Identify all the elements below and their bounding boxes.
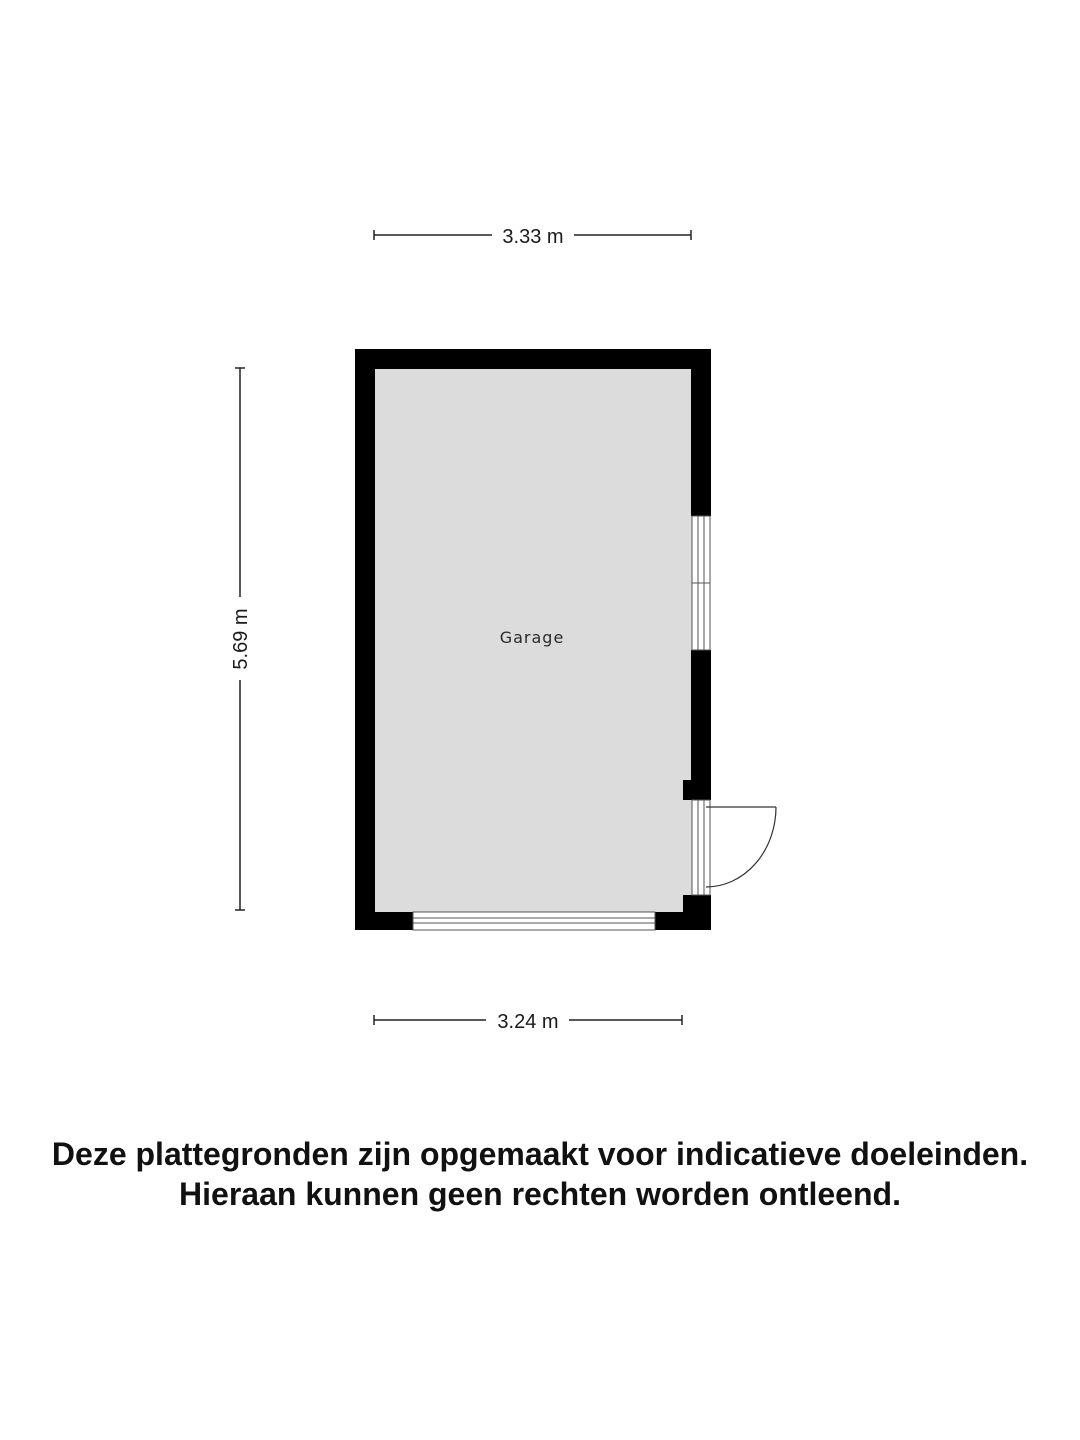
disclaimer — [0, 1134, 1080, 1214]
dimension-top-label: 3.33 m — [502, 226, 564, 248]
dimension-left-label: 5.69 m — [230, 608, 252, 670]
wall-right-upper — [691, 349, 711, 516]
dimension-bottom-label: 3.24 m — [497, 1011, 559, 1033]
wall-left — [355, 349, 375, 930]
wall-bottom-right — [655, 912, 711, 930]
window-right — [692, 516, 710, 650]
dimension-top — [374, 226, 691, 248]
dimension-bottom — [374, 1011, 682, 1033]
disclaimer-line-1: Deze plattegronden zijn opgemaakt voor indicatieve doeleinden. — [51, 1136, 1029, 1172]
dimension-left — [230, 368, 252, 910]
room-label-garage: Garage — [499, 628, 565, 647]
wall-right-stub — [683, 780, 711, 800]
garage-door-bottom — [413, 912, 655, 930]
disclaimer-line-2: Hieraan kunnen geen rechten worden ontleend. — [179, 1176, 901, 1212]
side-door — [692, 800, 776, 895]
wall-right-middle — [691, 650, 711, 800]
wall-bottom-left — [355, 912, 413, 930]
wall-top — [355, 349, 711, 369]
